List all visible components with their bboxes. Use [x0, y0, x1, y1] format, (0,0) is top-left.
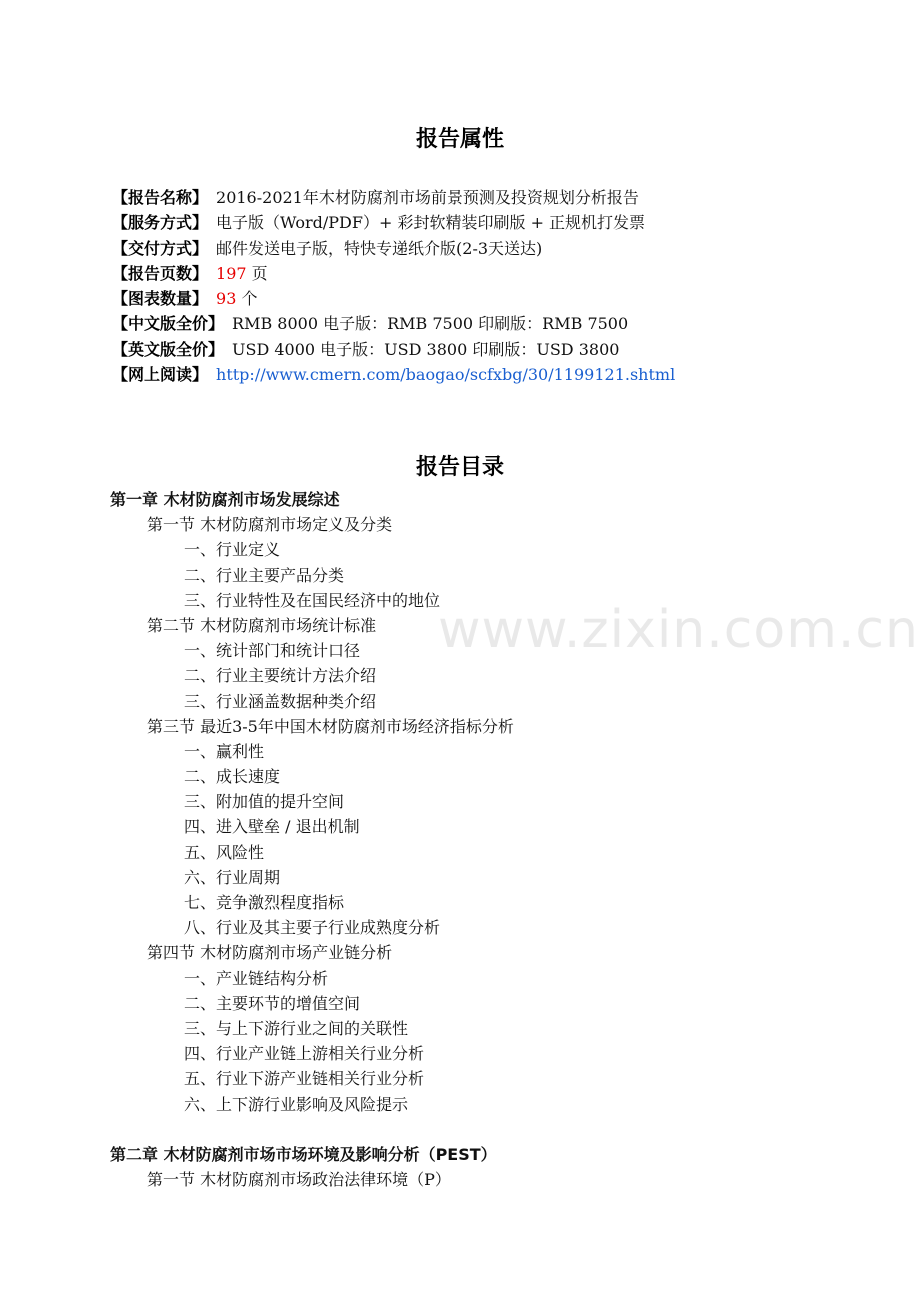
attribute-key: 【服务方式】: [112, 213, 209, 233]
report-url-link[interactable]: http://www.cmern.com/baogao/scfxbg/30/1199121.shtml: [216, 365, 676, 385]
attribute-key: 【报告名称】: [112, 188, 209, 207]
toc-item: 一、统计部门和统计口径: [184, 641, 361, 661]
attribute-key: 【中文版全价】: [112, 314, 225, 334]
toc-chapter: 第一章 木材防腐剂市场发展综述: [110, 490, 340, 509]
attribute-row: [112, 185, 675, 210]
toc-item: 二、成长速度: [184, 767, 281, 787]
attribute-value: 2016-2021年木材防腐剂市场前景预测及投资规划分析报告: [216, 188, 639, 207]
attribute-value: 邮件发送电子版，特快专递纸介版(2-3天送达): [216, 238, 543, 258]
attribute-row: [112, 362, 675, 387]
toc-section: 第一节 木材防腐剂市场定义及分类: [147, 515, 393, 535]
attribute-row: [112, 286, 675, 311]
toc-item: 一、产业链结构分析: [184, 968, 329, 988]
toc-chapter: 第二章 木材防腐剂市场市场环境及影响分析（PEST）: [110, 1144, 497, 1164]
attribute-key: 【图表数量】: [112, 289, 209, 309]
toc-item: 三、附加值的提升空间: [184, 792, 345, 812]
attribute-row: [112, 337, 675, 362]
attribute-value: 197: [216, 263, 247, 283]
toc-item: 八、行业及其主要子行业成熟度分析: [184, 918, 441, 938]
attribute-key: 【报告页数】: [112, 263, 209, 283]
toc-item: 六、行业周期: [184, 867, 281, 887]
attribute-row: [112, 236, 675, 261]
toc-item: 二、行业主要产品分类: [184, 565, 345, 585]
toc-item: 四、进入壁垒 / 退出机制: [184, 817, 360, 837]
toc-item: 三、行业涵盖数据种类介绍: [184, 691, 377, 711]
toc-item: 二、行业主要统计方法介绍: [184, 666, 377, 686]
report-attributes: [112, 185, 675, 387]
attribute-unit: 个: [236, 289, 258, 309]
toc-item: 三、与上下游行业之间的关联性: [184, 1018, 409, 1038]
attribute-key: 【英文版全价】: [112, 339, 225, 359]
toc-item: 七、竞争激烈程度指标: [184, 893, 345, 912]
attribute-row: [112, 311, 675, 336]
watermark: www.zixin.com.cn: [438, 600, 919, 660]
attribute-value: RMB 8000 电子版：RMB 7500 印刷版：RMB 7500: [232, 314, 629, 334]
toc-section: 第一节 木材防腐剂市场政治法律环境（P）: [147, 1169, 451, 1189]
table-of-contents: [110, 487, 514, 1192]
toc-item: 四、行业产业链上游相关行业分析: [184, 1044, 425, 1064]
attribute-value: 电子版（Word/PDF）+ 彩封软精装印刷版 + 正规机打发票: [216, 213, 646, 233]
attribute-key: 【网上阅读】: [112, 365, 209, 385]
toc-section: 第四节 木材防腐剂市场产业链分析: [147, 943, 393, 963]
attribute-value: USD 4000 电子版：USD 3800 印刷版：USD 3800: [232, 339, 620, 359]
toc-section: 第三节 最近3-5年中国木材防腐剂市场经济指标分析: [147, 716, 514, 736]
toc-item: 五、行业下游产业链相关行业分析: [184, 1069, 425, 1089]
attributes-heading: 报告属性: [415, 127, 504, 152]
toc-item: 一、行业定义: [184, 540, 281, 560]
toc-item: 一、赢利性: [184, 741, 265, 761]
attribute-value: 93: [216, 289, 237, 309]
toc-item: 五、风险性: [184, 842, 265, 862]
toc-section: 第二节 木材防腐剂市场统计标准: [147, 615, 377, 635]
toc-heading: 报告目录: [415, 455, 504, 480]
toc-item: 二、主要环节的增值空间: [184, 993, 361, 1013]
toc-spacer: [110, 1117, 514, 1142]
toc-item: 六、上下游行业影响及风险提示: [184, 1094, 409, 1114]
attribute-key: 【交付方式】: [112, 238, 209, 258]
attribute-row: [112, 210, 675, 235]
toc-item: 三、行业特性及在国民经济中的地位: [184, 590, 441, 610]
attribute-row: [112, 261, 675, 286]
attribute-unit: 页: [246, 263, 268, 283]
